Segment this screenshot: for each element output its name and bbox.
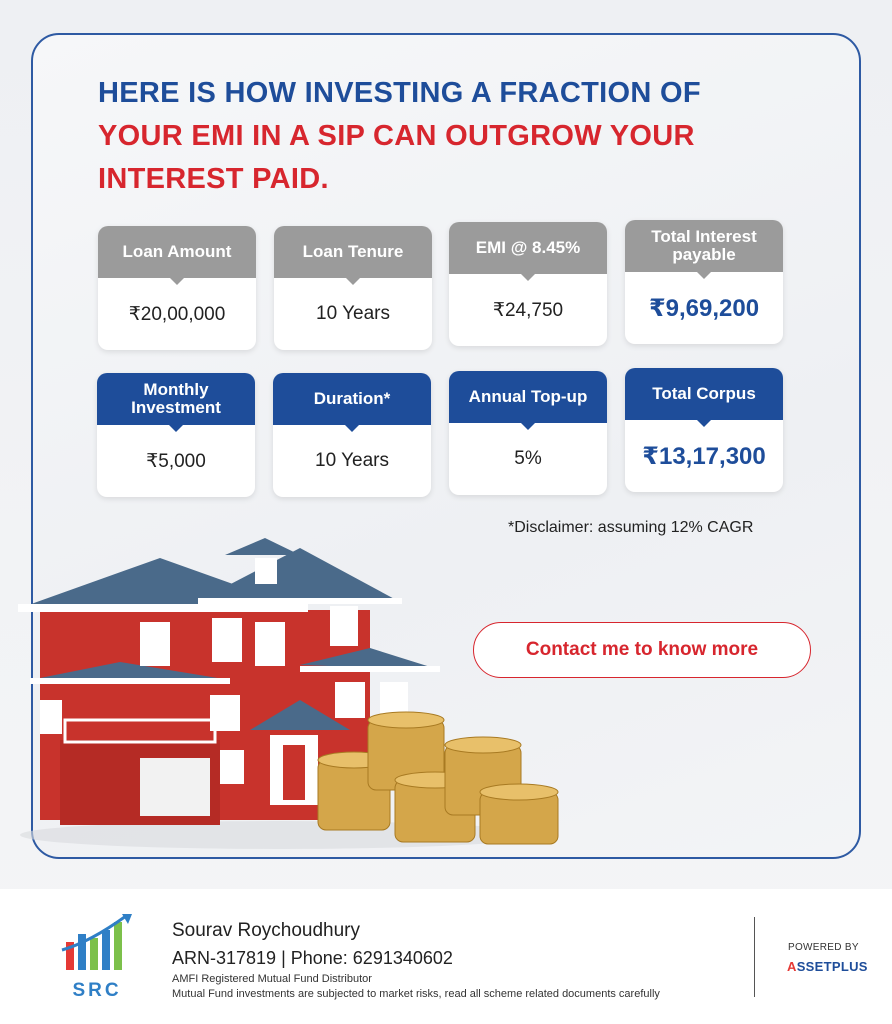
logo-text: SRC: [72, 980, 122, 1001]
card-label: EMI @ 8.45%: [449, 222, 607, 274]
card-label: Total Interest payable: [625, 220, 783, 272]
card-label: Loan Amount: [98, 226, 256, 278]
card-total-interest: [625, 220, 783, 344]
house-coins-illustration: [0, 530, 560, 860]
card-loan-tenure: [274, 226, 432, 350]
powered-by-label: POWERED BY: [788, 942, 859, 953]
agent-contact: ARN-317819 | Phone: 6291340602: [172, 948, 453, 968]
card-value: ₹13,17,300: [642, 442, 766, 470]
assetplus-logo-rest: SSETPLUS: [796, 959, 868, 974]
risk-disclaimer: Mutual Fund investments are subjected to market risks, read all scheme related documents carefully: [172, 988, 660, 1000]
card-label: Monthly Investment: [97, 373, 255, 425]
card-emi: [449, 222, 607, 346]
agent-role: AMFI Registered Mutual Fund Distributor: [172, 973, 372, 985]
card-annual-topup: [449, 371, 607, 495]
card-label: Loan Tenure: [274, 226, 432, 278]
contact-button[interactable]: Contact me to know more: [473, 622, 811, 678]
card-total-corpus: [625, 368, 783, 492]
assetplus-logo-a: A: [787, 959, 797, 974]
footer-divider: [754, 917, 755, 997]
assetplus-logo: [787, 959, 868, 974]
agent-name: Sourav Roychoudhury: [172, 920, 360, 941]
card-label: Annual Top-up: [449, 371, 607, 423]
card-loan-amount: [98, 226, 256, 350]
card-value: ₹20,00,000: [128, 303, 226, 325]
card-value: ₹24,750: [492, 299, 564, 321]
headline-line-1: HERE IS HOW INVESTING A FRACTION OF: [98, 77, 701, 109]
card-value: ₹9,69,200: [648, 294, 760, 322]
card-label: Duration*: [273, 373, 431, 425]
card-value: 10 Years: [316, 303, 390, 324]
headline-line-3: INTEREST PAID.: [98, 163, 329, 195]
disclaimer: *Disclaimer: assuming 12% CAGR: [508, 519, 754, 536]
card-monthly-investment: [97, 373, 255, 497]
card-value: 10 Years: [315, 450, 389, 471]
card-value: ₹5,000: [146, 450, 206, 472]
card-value: 5%: [514, 448, 542, 469]
headline-line-2: YOUR EMI IN A SIP CAN OUTGROW YOUR: [98, 120, 695, 152]
headline: [98, 72, 798, 201]
card-label: Total Corpus: [625, 368, 783, 420]
card-duration: [273, 373, 431, 497]
